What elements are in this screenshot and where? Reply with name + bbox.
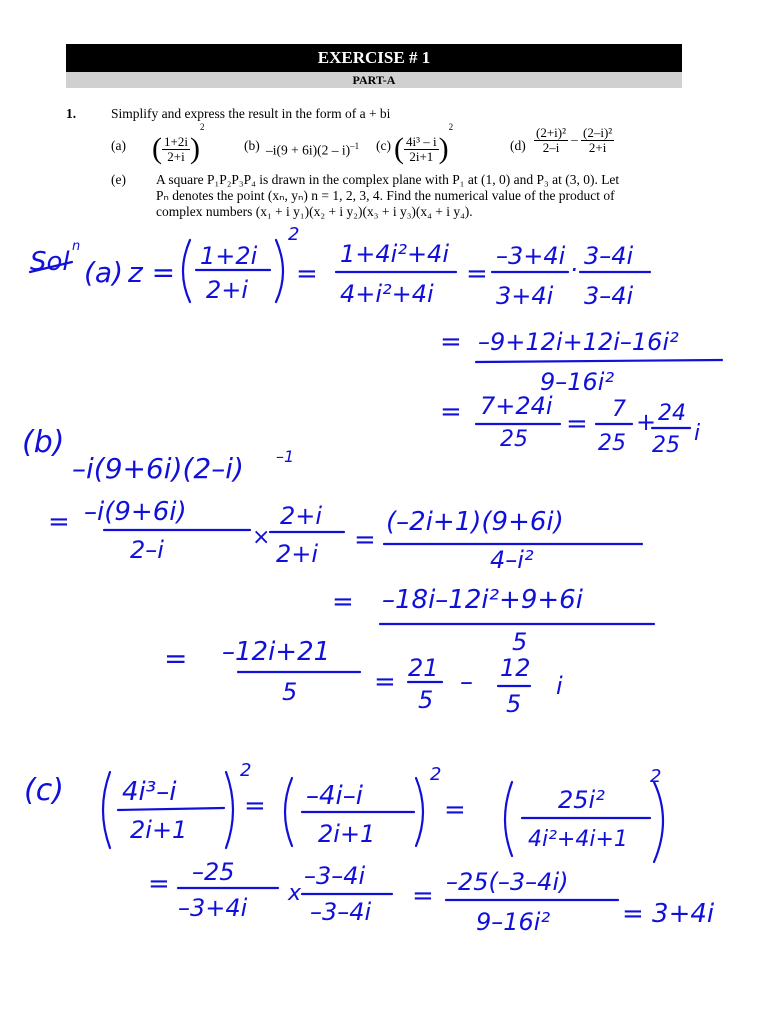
item-e-line-1: A square P₁P₂P₃P₄ is drawn in the complex plane with P₁ at (1, 0) and P₃ at (3, 0). Let — [156, 172, 620, 187]
sol-a-step4-bar — [476, 360, 722, 362]
sol-a-result-re-num: 7 — [612, 397, 626, 422]
sol-c-paren-3-left — [505, 782, 512, 856]
sol-a-eq-4: = — [440, 397, 462, 427]
sol-a-plus: + — [636, 408, 657, 436]
sol-b-s2-den: 4–i² — [490, 546, 534, 574]
part-label: PART-A — [66, 72, 682, 88]
sol-a-step1-den: 2+i — [206, 276, 249, 304]
sol-c-paren-1-right — [226, 772, 233, 848]
sol-c-eq-2: = — [444, 795, 466, 825]
item-a-numerator: 1+2i — [164, 133, 188, 149]
sol-b-s1-den: 2–i — [130, 536, 164, 564]
sol-c-s4b-den: –3–4i — [310, 898, 372, 926]
sol-a-z: z = — [128, 256, 176, 289]
sol-c-s2-den: 2i+1 — [318, 820, 376, 848]
item-e-label: (e) — [111, 172, 126, 187]
sol-a-step3b-num: 3–4i — [584, 242, 634, 270]
sol-a-result-im-den: 25 — [652, 433, 680, 458]
item-d-numerator-1: (2+i)² — [536, 125, 566, 140]
sol-superscript: n — [72, 239, 81, 254]
sol-b-s1b-den: 2+i — [276, 540, 319, 568]
sol-c-eq-4: = — [412, 881, 434, 911]
question-number: 1. — [66, 106, 77, 121]
sol-c-paren-3-right — [654, 782, 663, 862]
sol-a-step4-den: 9–16i² — [540, 368, 615, 396]
sol-c-s4b-num: –3–4i — [304, 862, 366, 890]
sol-b-inverse-power: –1 — [276, 447, 295, 466]
item-a-power: 2 — [199, 122, 205, 132]
sol-a-result-re-den: 25 — [598, 431, 626, 456]
sol-b-result-i: i — [556, 672, 563, 700]
item-d-label: (d) — [510, 138, 526, 153]
sol-a-eq-5: = — [566, 409, 588, 439]
sol-a-paren-right — [276, 240, 283, 302]
item-e-line-2: Pₙ denotes the point (xₙ, yₙ) n = 1, 2, 3, 4. Find the numerical value of the product of — [156, 188, 615, 203]
sol-b-expr: –i(9+6i)(2–i) — [72, 452, 244, 485]
item-d-denominator-2: 2+i — [588, 140, 607, 155]
item-a-expression: ( $\frac{1+2i}{2+i}$ )$^2$ — [152, 122, 205, 166]
sol-c-s1-den: 2i+1 — [130, 816, 188, 844]
item-d-numerator-2: (2–i)² — [583, 125, 613, 140]
item-d-operator: – — [571, 131, 578, 147]
sol-a-step3-num: –3+4i — [496, 242, 566, 270]
sol-b-r1-num: 21 — [408, 654, 439, 682]
sol-c-s3-den: 4i²+4i+1 — [528, 827, 628, 852]
item-c-expression: ( $\frac{\text{4i³ – i}}{2i+1}$ )$^2$ — [394, 122, 454, 166]
item-b-power: –1 — [350, 141, 360, 151]
sol-a-step2-den: 4+i²+4i — [340, 280, 434, 308]
sol-c-s3-num: 25i² — [558, 786, 605, 814]
sol-b-s2-num: (–2i+1)(9+6i) — [386, 507, 564, 537]
sol-a-result-im-num: 24 — [658, 401, 686, 426]
item-c-numerator: 4i³ – i — [406, 133, 437, 149]
sol-b-s3-den: 5 — [512, 628, 528, 656]
sol-c-paren-1-left — [103, 772, 110, 848]
sol-a-eq-3: = — [440, 327, 462, 357]
sol-b-r1-den: 5 — [418, 686, 434, 714]
sol-b-s1-num: –i(9+6i) — [84, 497, 187, 527]
sol-a-dot: · — [570, 256, 578, 284]
sol-b-eq-2: = — [354, 525, 376, 555]
exercise-title: EXERCISE # 1 — [66, 44, 682, 72]
item-b-text: –i(9 + 6i)(2 – i) — [266, 142, 351, 158]
sol-b-s4-den: 5 — [282, 678, 298, 706]
sol-a-step5-den: 25 — [500, 427, 528, 452]
sol-b-s1b-num: 2+i — [280, 502, 323, 530]
sol-b-r2-num: 12 — [500, 654, 531, 682]
sol-b-eq-4: = — [164, 642, 188, 675]
sol-b-minus: – — [460, 667, 473, 697]
sol-c-s4-den: –3+4i — [178, 894, 248, 922]
sol-c-s1-bar — [118, 808, 224, 810]
sol-c-s4-num: –25 — [192, 858, 235, 886]
item-a-denominator: 2+i — [167, 148, 185, 164]
sol-a-paren-left — [183, 240, 190, 302]
sol-c-eq-3: = — [148, 869, 170, 899]
sol-b-eq-1: = — [48, 507, 70, 537]
sol-c-result: = 3+4i — [622, 899, 715, 929]
sol-a-result-i: i — [694, 421, 701, 446]
item-c-label: (c) — [376, 138, 391, 153]
sol-b-s4-num: –12i+21 — [222, 637, 331, 667]
item-a-label: (a) — [111, 138, 126, 153]
sol-a-step3-den: 3+4i — [496, 282, 554, 310]
sol-c-s2-num: –4i–i — [306, 781, 363, 811]
sol-c-power-1: 2 — [240, 760, 252, 781]
sol-c-times: x — [288, 881, 302, 906]
sol-b-times: × — [252, 525, 271, 550]
sol-label: Sol — [30, 247, 70, 277]
sol-a-step1-num: 1+2i — [200, 242, 258, 270]
question-prompt: Simplify and express the result in the form of a + bi — [111, 106, 391, 121]
sol-c-eq-1: = — [244, 791, 266, 821]
sol-c-s5-den: 9–16i² — [476, 908, 551, 936]
sol-a-step3b-den: 3–4i — [584, 282, 634, 310]
sol-c-s5-num: –25(–3–4i) — [446, 868, 569, 896]
sol-c-power-2: 2 — [430, 764, 442, 785]
sol-a-step4-num: –9+12i+12i–16i² — [478, 328, 679, 356]
sol-b-label: (b) — [22, 425, 65, 460]
item-b-label: (b) — [244, 138, 260, 153]
sol-b-r2-den: 5 — [506, 690, 522, 718]
sol-c-power-3: 2 — [650, 766, 662, 787]
sol-a-eq-2: = — [466, 259, 488, 289]
sol-c-label: (c) — [24, 773, 64, 808]
item-c-denominator: 2i+1 — [409, 148, 434, 164]
sol-a-step2-num: 1+4i²+4i — [340, 240, 449, 268]
sol-b-eq-3: = — [332, 587, 354, 617]
sol-b-eq-5: = — [374, 667, 396, 697]
item-e-line-3: complex numbers (x₁ + i y₁)(x₂ + i y₂)(x₃ + i y₃)(x₄ + i y₄). — [156, 204, 473, 219]
sol-c-paren-2-left — [285, 778, 292, 846]
item-c-power: 2 — [448, 122, 454, 132]
sol-a-label: (a) — [84, 256, 124, 289]
sol-c-s1-num: 4i³–i — [122, 777, 177, 807]
sol-b-s3-num: –18i–12i²+9+6i — [382, 585, 583, 615]
sol-c-paren-2-right — [416, 778, 423, 846]
sol-a-eq-1: = — [296, 259, 318, 289]
item-d-denominator-1: 2–i — [542, 140, 560, 155]
sol-a-power: 2 — [288, 224, 300, 245]
sol-a-step5-num: 7+24i — [480, 392, 553, 420]
